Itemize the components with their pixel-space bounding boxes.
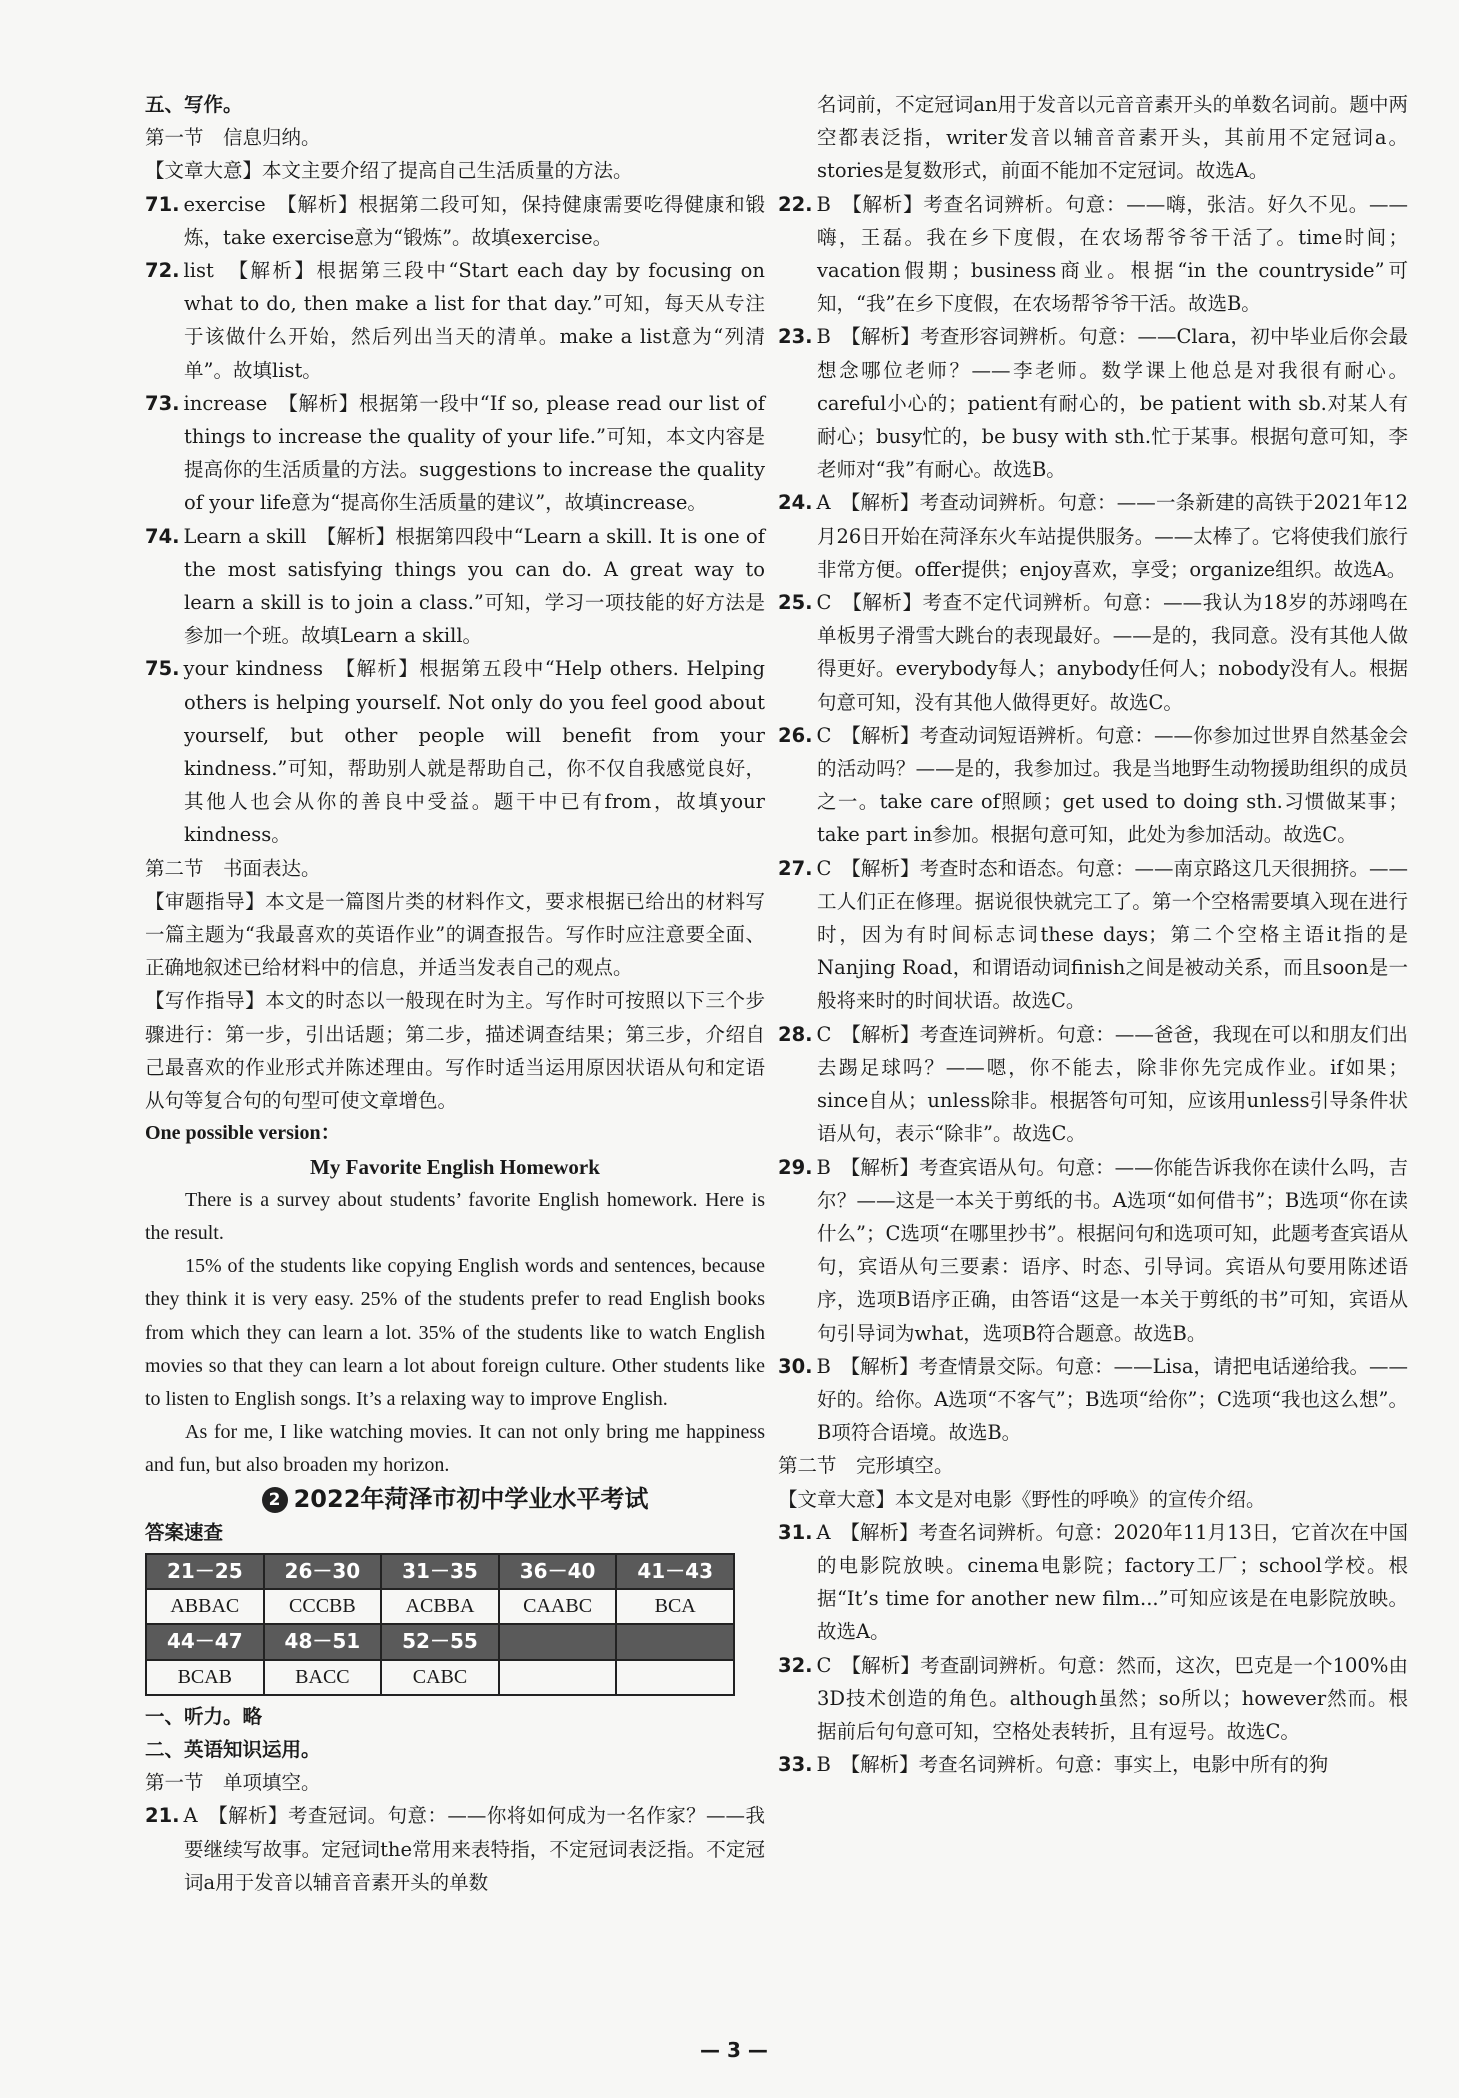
answer-27 [778,852,1408,1018]
question-number: 27. [778,856,813,880]
answer-table [145,1553,735,1696]
answer-text: increase 【解析】根据第一段中“If so, please read our list of things to increase the quality of your life.”可知，本文内容是提高你的生活质量的方法。suggestions to increase the quality of your life意为“提高你生活质量的建议”，故填increase。 [183,391,765,515]
review-guide: 【审题指导】本文是一篇图片类的材料作文，要求根据已给出的材料写一篇主题为“我最喜欢的英语作业”的调查报告。写作时应注意要全面、正确地叙述已给材料中的信息，并适当发表自己的观点。 [145,889,765,980]
answer-text: B 【解析】考查形容词辨析。句意：——Clara，初中毕业后你会最想念哪位老师？——李老师。数学课上他总是对我很有耐心。careful小心的；patient有耐心的，be patient with sb.对某人有耐心；busy忙的，be busy with sth.忙于某事。根据句意可知，李老师对“我”有耐心。故选B。 [816,325,1408,482]
answer-text: C 【解析】考查时态和语态。句意：——南京路这几天很拥挤。——工人们正在修理。据说很快就完工了。第一个空格需要填入现在进行时，因为有时间标志词these days；第二个空格主语it指的是Nanjing Road，和谓语动词finish之间是被动关系，而且soon是一般将来时的时间状语。故选C。 [816,856,1408,1013]
answers-label: 答案速查 [145,1520,224,1544]
question-number: 22. [778,192,813,216]
question-number: 75. [145,657,180,681]
essay-paragraph-2: 15% of the students like copying English words and sentences, because they think it is very easy. 25% of the students prefer to read English books from which they can learn a lot. 35% of the students like to watch English movies so that they can learn a lot about foreign culture. Other students like to listen to English songs. It’s a relaxing way to improve English. [145,1255,765,1410]
table-cell: CCCBB [264,1589,382,1624]
answer-text: A 【解析】考查冠词。句意：——你将如何成为一名作家？——我要继续写故事。定冠词the常用来表特指，不定冠词表泛指。不定冠词a用于发音以辅音音素开头的单数 [183,1804,765,1894]
table-cell: BCAB [146,1660,264,1695]
single-choice-title: 第一节 单项填空。 [145,1771,321,1795]
table-cell: 41－43 [616,1554,734,1589]
question-number: 26. [778,723,813,747]
question-number: 24. [778,491,813,515]
table-cell: CABC [381,1660,499,1695]
table-cell: 52－55 [381,1624,499,1659]
table-cell: BCA [616,1589,734,1624]
cloze-section-title: 第二节 完形填空。 [778,1454,954,1478]
question-number: 29. [778,1155,813,1179]
table-header-row [146,1554,734,1589]
left-column [145,88,765,1899]
answer-28 [778,1018,1408,1151]
essay-paragraph-1: There is a survey about students’ favorite English homework. Here is the result. [145,1188,765,1244]
answer-29 [778,1151,1408,1350]
table-row [146,1589,734,1624]
answer-33 [778,1748,1408,1781]
exam-number-badge: 2 [262,1487,288,1513]
answer-31 [778,1516,1408,1649]
table-cell: 48－51 [264,1624,382,1659]
question-number: 33. [778,1753,813,1777]
table-cell: CAABC [499,1589,617,1624]
main-idea: 【文章大意】本文主要介绍了提高自己生活质量的方法。 [145,159,633,183]
cloze-main-idea: 【文章大意】本文是对电影《野性的呼唤》的宣传介绍。 [778,1487,1266,1511]
answer-25 [778,586,1408,719]
answer-text: your kindness 【解析】根据第五段中“Help others. Helping others is helping yourself. Not only do you feel good about yourself, but other people will benefit from your kindness.”可知，帮助别人就是帮助自己，你不仅自我感觉良好，其他人也会从你的善良中受益。题干中已有from，故填your kindness。 [183,657,765,847]
table-cell: 44－47 [146,1624,264,1659]
writing-section-title: 五、写作。 [145,93,243,116]
table-cell: ABBAC [146,1589,264,1624]
answer-text: C 【解析】考查连词辨析。句意：——爸爸，我现在可以和朋友们出去踢足球吗？——嗯，你不能去，除非你先完成作业。if如果；since自从；unless除非。根据答句可知，应该用unless引导条件状语从句，表示“除非”。故选C。 [816,1022,1408,1146]
answer-73 [145,387,765,520]
question-number: 25. [778,591,813,615]
question-number: 28. [778,1022,813,1046]
answer-text: list 【解析】根据第三段中“Start each day by focusing on what to do, then make a list for that day.”可知，每天从专注于该做什么开始，然后列出当天的清单。make a list意为“列清单”。故填list。 [183,259,765,382]
answer-72 [145,254,765,387]
right-column [778,88,1408,1781]
exam-title-text: 2022年菏泽市初中学业水平考试 [293,1484,649,1513]
section-1-title: 第一节 信息归纳。 [145,126,321,150]
answer-text: B 【解析】考查情景交际。句意：——Lisa，请把电话递给我。——好的。给你。A选项“不客气”；B选项“给你”；C选项“我也这么想”。B项符合语境。故选B。 [816,1354,1408,1445]
table-cell [616,1624,734,1659]
table-cell [616,1660,734,1695]
table-cell [499,1624,617,1659]
answer-21-continued: 名词前，不定冠词an用于发音以元音音素开头的单数名词前。题中两空都表泛指，writer发音以辅音音素开头，其前用不定冠词a。stories是复数形式，前面不能加不定冠词。故选A。 [817,93,1408,183]
answer-text: A 【解析】考查名词辨析。句意：2020年11月13日，它首次在中国的电影院放映。cinema电影院；factory工厂；school学校。根据“It’s time for another new film...”可知应该是在电影院放映。故选A。 [816,1520,1408,1644]
answer-22 [778,188,1408,321]
answer-74 [145,520,765,653]
table-cell: 26－30 [264,1554,382,1589]
answer-30 [778,1350,1408,1450]
table-cell: 36－40 [499,1554,617,1589]
table-cell: 31－35 [381,1554,499,1589]
answer-text: C 【解析】考查动词短语辨析。句意：——你参加过世界自然基金会的活动吗？——是的，我参加过。我是当地野生动物援助组织的成员之一。take care of照顾；get used to doing sth.习惯做某事；take part in参加。根据句意可知，此处为参加活动。故选C。 [816,723,1408,847]
version-label: One possible version： [145,1122,341,1145]
answer-text: C 【解析】考查副词辨析。句意：然而，这次，巴克是一个100%由3D技术创造的角色。although虽然；so所以；however然而。根据前后句句意可知，空格处表转折，且有逗号。故选C。 [816,1653,1408,1743]
essay-title: My Favorite English Homework [310,1154,600,1179]
answer-text: exercise 【解析】根据第二段可知，保持健康需要吃得健康和锻炼，take exercise意为“锻炼”。故填exercise。 [183,192,765,249]
question-number: 32. [778,1653,813,1677]
answer-24 [778,486,1408,586]
answer-text: Learn a skill 【解析】根据第四段中“Learn a skill. It is one of the most satisfying things you can do. A great way to learn a skill is to join a class.”可知，学习一项技能的好方法是参加一个班。故填Learn a skill。 [183,524,765,648]
answer-text: B 【解析】考查名词辨析。句意：事实上，电影中所有的狗 [816,1753,1329,1777]
question-number: 23. [778,325,813,349]
answer-75 [145,652,765,851]
question-number: 21. [145,1804,180,1828]
table-row [146,1660,734,1695]
table-cell: BACC [264,1660,382,1695]
usage-section: 二、英语知识运用。 [145,1737,321,1761]
question-number: 71. [145,192,180,216]
exam-title [145,1483,765,1516]
answer-text: C 【解析】考查不定代词辨析。句意：——我认为18岁的苏翊鸣在单板男子滑雪大跳台的表现最好。——是的，我同意。没有其他人做得更好。everybody每人；anybody任何人；nobody没有人。根据句意可知，没有其他人做得更好。故选C。 [816,591,1408,714]
table-header-row [146,1624,734,1659]
answer-21 [145,1799,765,1899]
answer-text: B 【解析】考查名词辨析。句意：——嗨，张洁。好久不见。——嗨，王磊。我在乡下度假，在农场帮爷爷干活了。time时间；vacation假期；business商业。根据“in the countryside”可知，“我”在乡下度假，在农场帮爷爷干活。故选B。 [816,192,1408,316]
question-number: 72. [145,259,180,283]
table-cell: 21－25 [146,1554,264,1589]
section-2-title: 第二节 书面表达。 [145,856,321,880]
answer-32 [778,1649,1408,1749]
table-cell: ACBBA [381,1589,499,1624]
table-cell [499,1660,617,1695]
essay-paragraph-3: As for me, I like watching movies. It can not only bring me happiness and fun, but also broaden my horizon. [145,1421,765,1477]
answer-23 [778,320,1408,486]
question-number: 74. [145,524,180,548]
answer-71 [145,188,765,254]
question-number: 31. [778,1520,813,1544]
answer-text: A 【解析】考查动词辨析。句意：——一条新建的高铁于2021年12月26日开始在菏泽东火车站提供服务。——太棒了。它将使我们旅行非常方便。offer提供；enjoy喜欢，享受；organize组织。故选A。 [816,491,1408,581]
answer-text: B 【解析】考查宾语从句。句意：——你能告诉我你在读什么吗，吉尔？——这是一本关于剪纸的书。A选项“如何借书”；B选项“你在读什么”；C选项“在哪里抄书”。根据问句和选项可知，此题考查宾语从句，宾语从句三要素：语序、时态、引导词。宾语从句要用陈述语序，选项B语序正确，由答语“这是一本关于剪纸的书”可知，宾语从句引导词为what，选项B符合题意。故选B。 [816,1155,1408,1345]
question-number: 30. [778,1354,813,1378]
listening-section: 一、听力。略 [145,1704,263,1728]
answer-26 [778,719,1408,852]
writing-guide: 【写作指导】本文的时态以一般现在时为主。写作时可按照以下三个步骤进行：第一步，引出话题；第二步，描述调查结果；第三步，介绍自己最喜欢的作业形式并陈述理由。写作时适当运用原因状语从句和定语从句等复合句的句型可使文章增色。 [145,989,765,1113]
question-number: 73. [145,391,180,415]
page-number: — 3 — [700,2038,768,2062]
